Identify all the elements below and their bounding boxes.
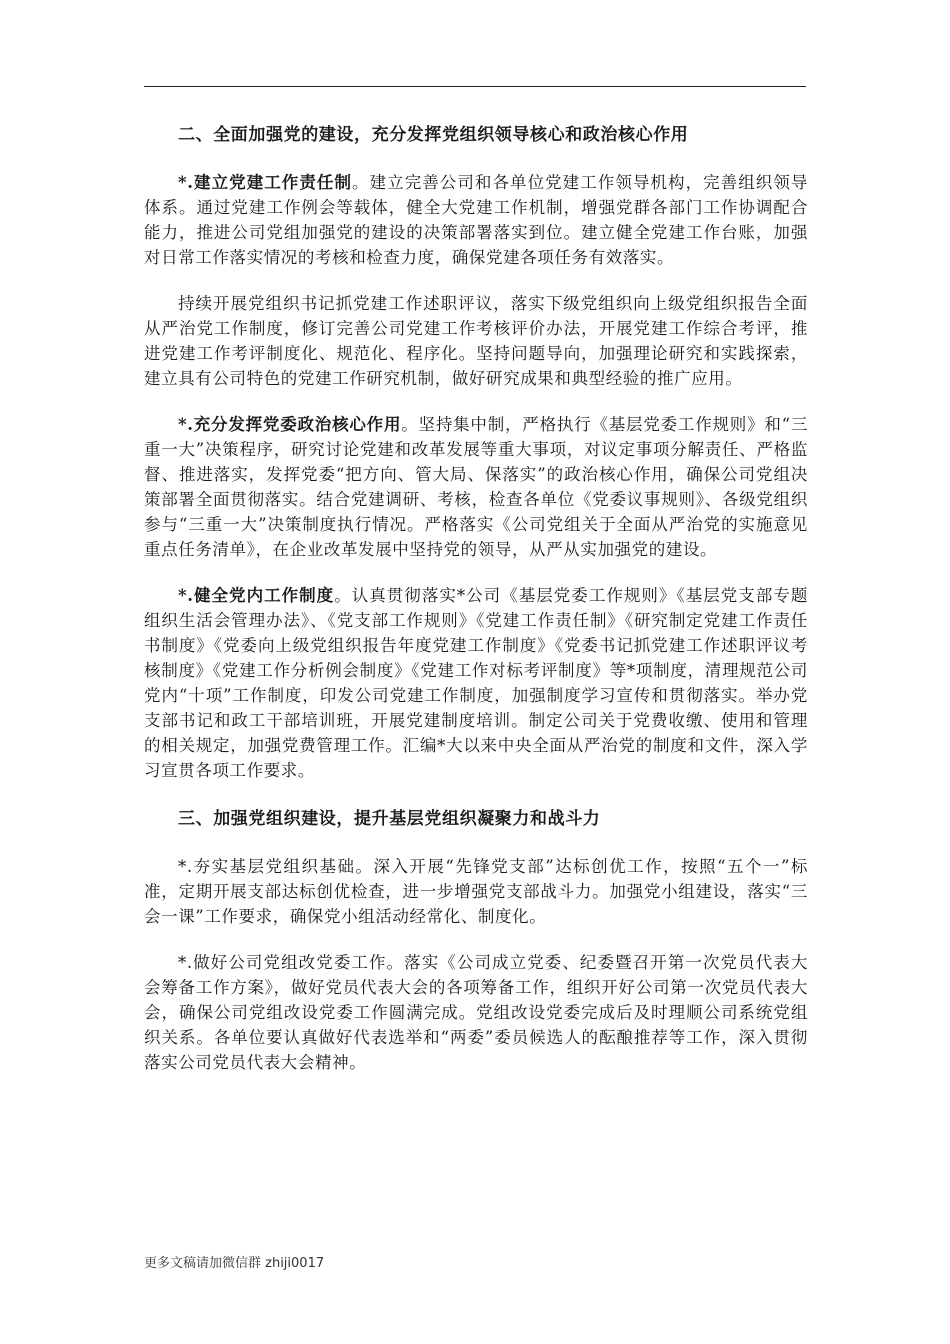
section-2-heading: 二、全面加强党的建设，充分发挥党组织领导核心和政治核心作用 [178, 125, 689, 145]
paragraph-lead: *.充分发挥党委政治核心作用 [178, 415, 402, 434]
paragraph-lead: *.健全党内工作制度 [178, 586, 335, 605]
document-body [144, 120, 808, 1096]
section-3-heading: 三、加强党组织建设，提升基层党组织凝聚力和战斗力 [178, 809, 601, 829]
section-2-paragraph-1 [144, 170, 808, 270]
section-3-paragraph-1: *.夯实基层党组织基础。深入开展“先锋党支部”达标创优工作，按照“五个一”标准，定期开展支部达标创优检查，进一步增强党支部战斗力。加强党小组建设，落实“三会一课”工作要求，确保党小组活动经常化、制度化。 [144, 857, 808, 926]
footer-note: 更多文稿请加微信群 zhiji0017 [144, 1256, 325, 1271]
paragraph-text: 。认真贯彻落实*公司《基层党委工作规则》《基层党支部专题组织生活会管理办法》、《党支部工作规则》《党建工作责任制》《研究制定党建工作责任书制度》《党委向上级党组织报告年度党建工作制度》《党委书记抓党建工作述职评议考核制度》《党建工作分析例会制度》《党建工作对标考评制度》等*项制度，清理规范公司党内“十项”工作制度，印发公司党建工作制度，加强制度学习宣传和贯彻落实。举办党支部书记和政工干部培训班，开展党建制度培训。制定公司关于党费收缴、使用和管理的相关规定，加强党费管理工作。汇编*大以来中央全面从严治党的制度和文件，深入学习宣贯各项工作要求。 [144, 586, 808, 780]
section-3-paragraph-2: *.做好公司党组改党委工作。落实《公司成立党委、纪委暨召开第一次党员代表大会筹备工作方案》，做好党员代表大会的各项筹备工作，组织开好公司第一次党员代表大会，确保公司党组改设党委工作圆满完成。党组改设党委完成后及时理顺公司系统党组织关系。各单位要认真做好代表选举和“两委”委员候选人的酝酿推荐等工作，深入贯彻落实公司党员代表大会精神。 [144, 953, 808, 1072]
paragraph-text: 。坚持集中制，严格执行《基层党委工作规则》和“三重一大”决策程序，研究讨论党建和改革发展等重大事项，对议定事项分解责任、严格监督、推进落实，发挥党委“把方向、管大局、保落实”的政治核心作用，确保公司党组决策部署全面贯彻落实。结合党建调研、考核，检查各单位《党委议事规则》、各级党组织参与“三重一大”决策制度执行情况。严格落实《公司党组关于全面从严治党的实施意见重点任务清单》，在企业改革发展中坚持党的领导，从严从实加强党的建设。 [144, 415, 808, 559]
header-rule [144, 86, 806, 87]
section-2-paragraph-4 [144, 583, 808, 783]
section-2-paragraph-2: 持续开展党组织书记抓党建工作述职评议，落实下级党组织向上级党组织报告全面从严治党工作制度，修订完善公司党建工作考核评价办法，开展党建工作综合考评，推进党建工作考评制度化、规范化、程序化。坚持问题导向，加强理论研究和实践探索，建立具有公司特色的党建工作研究机制，做好研究成果和典型经验的推广应用。 [144, 294, 808, 388]
paragraph-text: 。建立完善公司和各单位党建工作领导机构，完善组织领导体系。通过党建工作例会等载体，健全大党建工作机制，增强党群各部门工作协调配合能力，推进公司党组加强党的建设的决策部署落实到位。建立健全党建工作台账，加强对日常工作落实情况的考核和检查力度，确保党建各项任务有效落实。 [144, 173, 808, 267]
paragraph-lead: *.建立党建工作责任制 [178, 173, 353, 192]
section-2-paragraph-3 [144, 412, 808, 562]
